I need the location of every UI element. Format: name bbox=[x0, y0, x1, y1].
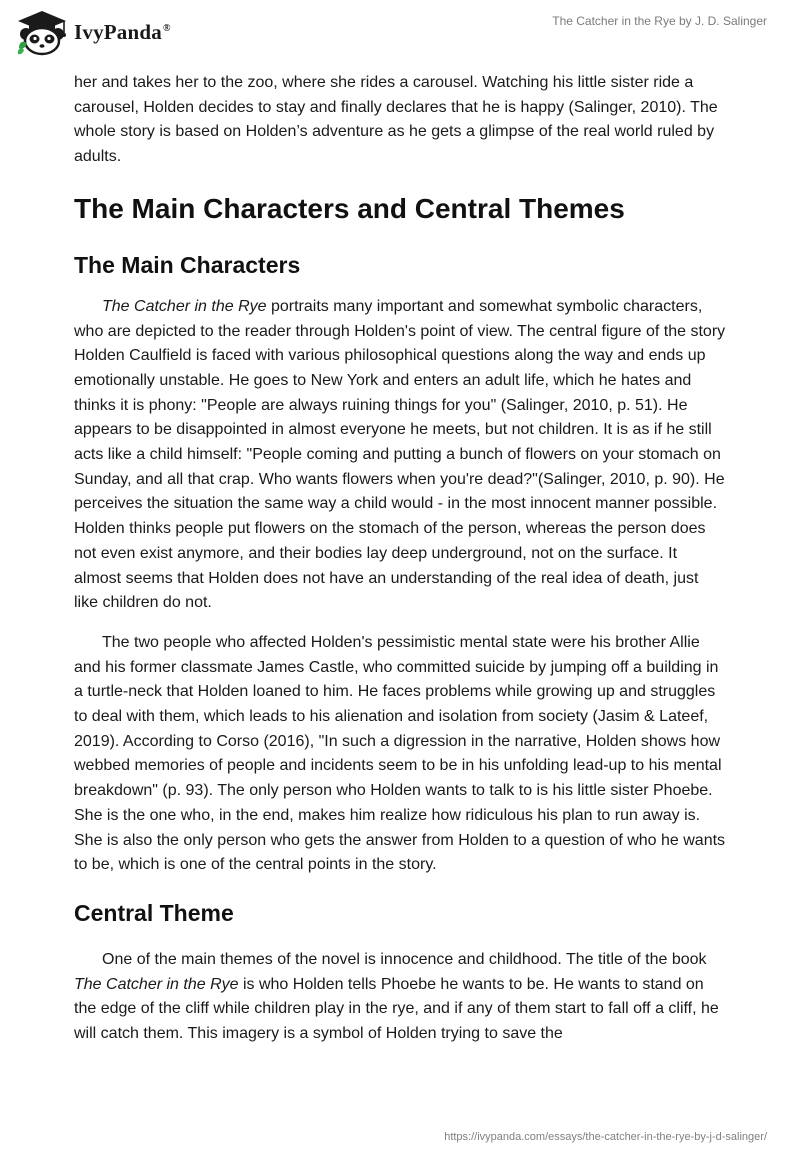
logo-text: IvyPanda® bbox=[74, 19, 171, 44]
essay-content bbox=[74, 71, 726, 1047]
characters-paragraph-2: The two people who affected Holden's pessimistic mental state were his brother Allie and his former classmate James Castle, who committed suicide by jumping off a building in a turtle-neck that Holden loaned to him. He faces problems while growing up and struggles to deal with them, which leads to his alienation and isolation from society (Jasim & Lateef, 2019). According to Corso (2016), "In such a digression in the narrative, Holden shows how webbed memories of people and incidents seem to be in his unfolding lead-up to his mental breakdown" (p. 93). The only person who Holden wants to talk to is his little sister Phoebe. She is the one who, in the end, makes him realize how ridiculous his plan to run away is. She is also the only person who gets the answer from Holden to a question of who he wants to be, which is one of the central points in the story. bbox=[74, 633, 726, 874]
registered-mark: ® bbox=[162, 22, 171, 34]
subsection-heading-characters: The Main Characters bbox=[74, 251, 301, 278]
page-header bbox=[0, 0, 800, 70]
book-title-italic: The Catcher in the Rye bbox=[102, 297, 267, 315]
theme-paragraph: One of the main themes of the novel is innocence and childhood. The title of the book The Catcher in the Rye is who Holden tells Phoebe he wants to be. He wants to stand on the edge of the cliff while children play in the rye, and if any of them start to fall off a cliff, he will catch them. This imagery is a symbol of Holden trying to save the bbox=[74, 950, 719, 1043]
panda-icon bbox=[14, 8, 70, 56]
subsection-heading-theme: Central Theme bbox=[74, 899, 234, 926]
ivypanda-logo[interactable] bbox=[14, 8, 171, 56]
intro-paragraph: her and takes her to the zoo, where she rides a carousel. Watching his little sister ride a carousel, Holden decides to stay and finally declares that he is happy (Salinger, 2010). The whole story is based on Holden’s adventure as he gets a glimpse of the real world ruled by adults. bbox=[74, 74, 718, 166]
document-title: The Catcher in the Rye by J. D. Salinger bbox=[552, 14, 767, 28]
section-heading: The Main Characters and Central Themes bbox=[74, 192, 625, 224]
characters-paragraph-1: The Catcher in the Rye portraits many important and somewhat symbolic characters, who are depicted to the reader through Holden's point of view. The central figure of the story Holden Caulfield is faced with various philosophical questions along the way and ends up emotionally unstable. He goes to New York and enters an adult life, which he hates and thinks it is phony: "People are always ruining things for you" (Salinger, 2010, p. 51). He appears to be disappointed in almost everyone he meets, but not children. It is as if he still acts like a child himself: "People coming and putting a bunch of flowers on your stomach on Sunday, and all that crap. Who wants flowers when you're dead?"(Salinger, 2010, p. 90). He perceives the situation the same way a child would - in the most innocent manner possible. Holden thinks people put flowers on the stomach of the person, whereas the person does not even exist anymore, and their bodies lay deep underground, not on the surface. It almost seems that Holden does not have an understanding of the real idea of death, just like children do not. bbox=[74, 297, 726, 612]
book-title-italic: The Catcher in the Rye bbox=[74, 975, 239, 993]
source-url[interactable]: https://ivypanda.com/essays/the-catcher-in-the-rye-by-j-d-salinger/ bbox=[444, 1131, 767, 1143]
